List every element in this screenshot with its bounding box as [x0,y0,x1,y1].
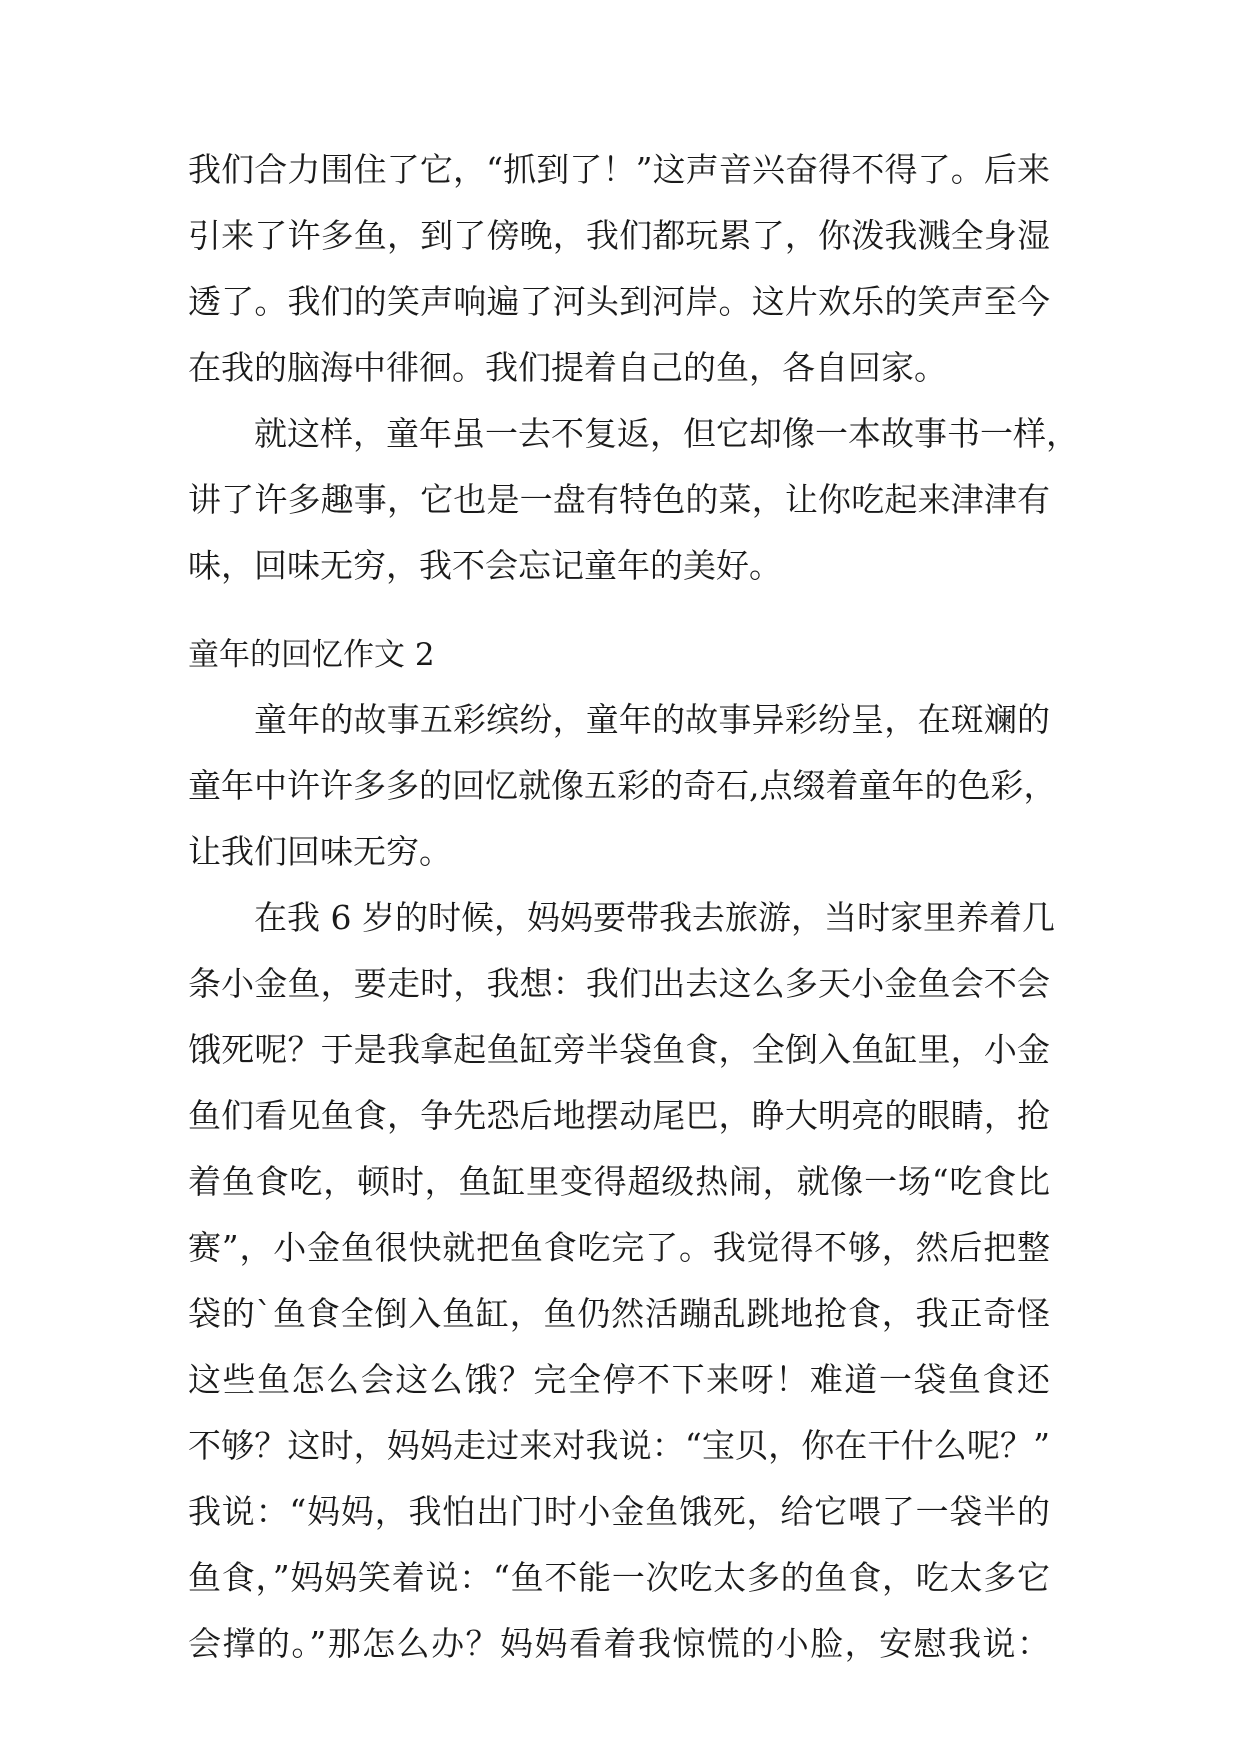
paragraph-4-line-4: 鱼们看见鱼食，争先恐后地摆动尾巴，睁大明亮的眼睛，抢 [188,1096,1050,1135]
paragraph-2-line-3: 味，回味无穷，我不会忘记童年的美好。 [188,546,782,585]
paragraph-4-line-9: 不够？这时，妈妈走过来对我说：“宝贝，你在干什么呢？” [188,1426,1050,1465]
paragraph-4-line-1: 在我 6 岁的时候，妈妈要带我去旅游，当时家里养着几 [254,898,1055,937]
paragraph-4-line-11: 鱼食，”妈妈笑着说：“鱼不能一次吃太多的鱼食，吃太多它 [188,1558,1050,1597]
paragraph-2-line-2: 讲了许多趣事，它也是一盘有特色的菜，让你吃起来津津有 [188,480,1050,519]
paragraph-1-line-1: 我们合力围住了它，“抓到了！”这声音兴奋得不得了。后来 [188,150,1050,189]
paragraph-4-line-6: 赛”，小金鱼很快就把鱼食吃完了。我觉得不够，然后把整 [188,1228,1050,1267]
paragraph-1-line-3: 透了。我们的笑声响遍了河头到河岸。这片欢乐的笑声至今 [188,282,1050,321]
paragraph-4-line-8: 这些鱼怎么会这么饿？完全停不下来呀！难道一袋鱼食还 [188,1360,1050,1399]
paragraph-1-line-4: 在我的脑海中徘徊。我们提着自己的鱼，各自回家。 [188,348,947,387]
paragraph-4-line-2: 条小金鱼，要走时，我想：我们出去这么多天小金鱼会不会 [188,964,1050,1003]
paragraph-1-line-2: 引来了许多鱼，到了傍晚，我们都玩累了，你泼我溅全身湿 [188,216,1050,255]
paragraph-4-line-3: 饿死呢？于是我拿起鱼缸旁半袋鱼食，全倒入鱼缸里，小金 [188,1030,1050,1069]
paragraph-4-line-5: 着鱼食吃，顿时，鱼缸里变得超级热闹，就像一场“吃食比 [188,1162,1050,1201]
paragraph-3-line-3: 让我们回味无穷。 [188,832,452,871]
paragraph-3-line-1: 童年的故事五彩缤纷，童年的故事异彩纷呈，在斑斓的 [254,700,1050,739]
paragraph-4-line-7: 袋的`鱼食全倒入鱼缸，鱼仍然活蹦乱跳地抢食，我正奇怪 [188,1294,1050,1333]
paragraph-4-line-10: 我说：“妈妈，我怕出门时小金鱼饿死，给它喂了一袋半的 [188,1492,1050,1531]
paragraph-3-line-2: 童年中许许多多的回忆就像五彩的奇石,点缀着童年的色彩， [188,766,1057,805]
paragraph-2-line-1: 就这样，童年虽一去不复返，但它却像一本故事书一样， [254,414,1079,453]
paragraph-4-line-12: 会撑的。”那怎么办？妈妈看着我惊慌的小脸，安慰我说： [188,1624,1050,1663]
section-heading: 童年的回忆作文 2 [188,637,435,673]
